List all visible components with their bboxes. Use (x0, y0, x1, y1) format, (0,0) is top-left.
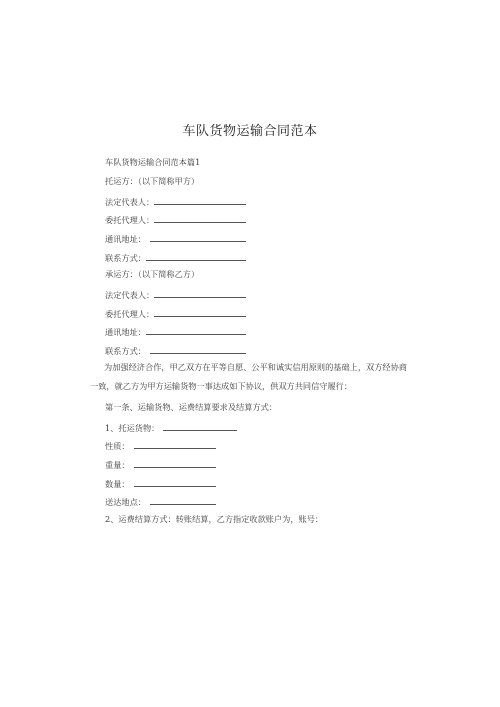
item-1-heading: 1、托运货物： (105, 423, 160, 433)
carrier-contact-row (105, 344, 246, 357)
carrier-legal-rep-row (105, 288, 246, 301)
nature-row (105, 439, 216, 452)
carrier-agent-row (105, 307, 246, 320)
field-label: 联系方式： (105, 253, 146, 263)
field-label: 法定代表人： (105, 290, 155, 300)
document-title: 车队货物运输合同范本 (182, 124, 318, 139)
field-label: 委托代理人： (105, 309, 155, 319)
consignor-legal-rep-row (105, 195, 246, 208)
carrier-address-row (105, 325, 246, 338)
field-label: 送达地点： (105, 497, 146, 507)
consignor-address-row (105, 232, 246, 245)
blank-line (134, 439, 216, 449)
field-label: 重量： (105, 460, 130, 470)
article-1-heading: 第一条、运输货物、运费结算要求及结算方式： (105, 402, 277, 412)
blank-line (134, 458, 216, 468)
blank-line (146, 325, 246, 335)
blank-line (154, 307, 246, 317)
blank-line (163, 421, 237, 431)
quantity-row (105, 477, 216, 490)
destination-row (105, 495, 216, 508)
item-2-text: 2、运费结算方式：转账结算，乙方指定收款账户为，账号： (105, 514, 324, 524)
blank-line (154, 213, 246, 223)
blank-line (154, 195, 246, 205)
blank-line (146, 251, 246, 261)
intro-paragraph: 为加强经济合作，甲乙双方在平等自愿、公平和诚实信用原则的基础上，双方经协商一致，就乙方为甲方运输货物一事达成如下协议，供双方共同信守履行： (90, 362, 407, 391)
consignor-heading: 托运方：（以下简称甲方） (105, 176, 200, 186)
consignor-contact-row (105, 251, 246, 264)
blank-line (150, 495, 216, 505)
field-label: 法定代表人： (105, 197, 155, 207)
blank-line (150, 232, 246, 242)
document-subtitle: 车队货物运输合同范本篇1 (105, 157, 201, 167)
blank-line (154, 288, 246, 298)
field-label: 联系方式： (105, 346, 146, 356)
item-1-row (105, 421, 237, 434)
blank-line (134, 477, 216, 487)
field-label: 委托代理人： (105, 215, 155, 225)
field-label: 通讯地址： (105, 327, 146, 337)
consignor-agent-row (105, 213, 246, 226)
field-label: 数量： (105, 479, 130, 489)
blank-line (150, 344, 246, 354)
carrier-heading: 承运方：（以下简称乙方） (105, 269, 200, 279)
field-label: 性质： (105, 441, 130, 451)
field-label: 通讯地址： (105, 234, 146, 244)
weight-row (105, 458, 216, 471)
